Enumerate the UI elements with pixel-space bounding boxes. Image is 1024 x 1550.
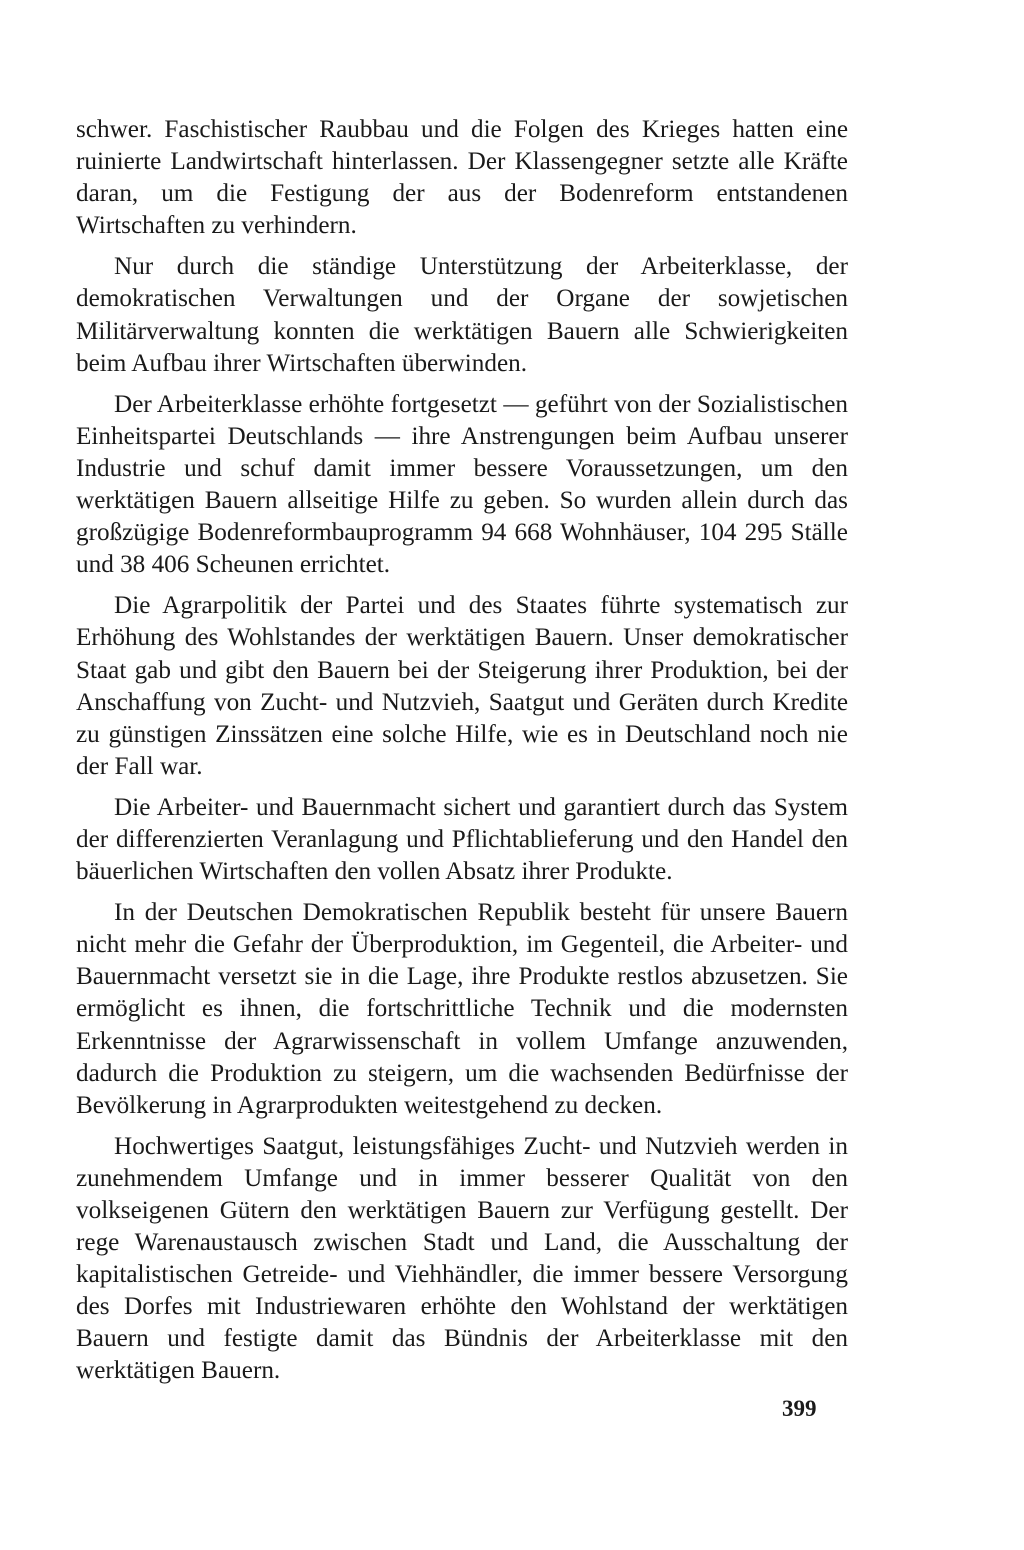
paragraph-4: Die Agrarpolitik der Partei und des Staates führte systematisch zur Erhöhung des Wohlstandes der werktätigen Bauern. Unser demokratischer Staat gab und gibt den Bauern bei der Steigerung ihrer Produktion, bei der Anschaffung von Zucht- und Nutzvieh, Saatgut und Geräten durch Kredite zu günstigen Zinssätzen eine solche Hilfe, wie es in Deutschland noch nie der Fall war. [76,592,848,780]
paragraph-6: In der Deutschen Demokratischen Republik besteht für unsere Bauern nicht mehr die Gefahr der Überproduktion, im Gegenteil, die Arbeiter- und Bauernmacht versetzt sie in die Lage, ihre Produkte restlos abzusetzen. Sie ermöglicht es ihnen, die fortschrittliche Technik und die modernsten Erkenntnisse der Agrarwissenschaft in vollem Umfange anzuwenden, dadurch die Produktion zu steigern, um die wachsenden Bedürfnisse der Bevölkerung in Agrarprodukten weitestgehend zu decken. [76,899,848,1119]
paragraph-1: schwer. Faschistischer Raubbau und die Folgen des Krieges hatten eine ruinierte Landwirtschaft hinterlassen. Der Klassengegner setzte alle Kräfte daran, um die Festigung der aus der Bodenreform entstandenen Wirtschaften zu verhindern. [76,116,848,240]
page-number: 399 [782,1396,817,1421]
paragraph-3: Der Arbeiterklasse erhöhte fortgesetzt — geführt von der Sozialistischen Einheitspartei Deutschlands — ihre Anstrengungen beim Aufbau unserer Industrie und schuf damit immer bessere Voraussetzungen, um den werktätigen Bauern allseitige Hilfe zu geben. So wurden allein durch das großzügige Bodenreformbauprogramm 94 668 Wohnhäuser, 104 295 Ställe und 38 406 Scheunen errichtet. [76,390,848,579]
paragraph-7: Hochwertiges Saatgut, leistungsfähiges Zucht- und Nutzvieh werden in zunehmendem Umfange und in immer besserer Qualität von den volkseigenen Gütern den werktätigen Bauern zur Verfügung gestellt. Der rege Warenaustausch zwischen Stadt und Land, die Ausschaltung der kapitalistischen Getreide- und Viehhändler, die immer bessere Versorgung des Dorfes mit Industriewaren erhöhte den Wohlstand der werktätigen Bauern und festigte damit das Bündnis der Arbeiterklasse mit den werktätigen Bauern. [76,1132,848,1385]
paragraph-2: Nur durch die ständige Unterstützung der Arbeiterklasse, der demokratischen Verwaltungen und der Organe der sowjetischen Militärverwaltung konnten die werktätigen Bauern alle Schwierigkeiten beim Aufbau ihrer Wirtschaften überwinden. [76,253,848,377]
paragraph-5: Die Arbeiter- und Bauernmacht sichert und garantiert durch das System der differenzierten Veranlagung und Pflichtablieferung und den Handel den bäuerlichen Wirtschaften den vollen Absatz ihrer Produkte. [76,793,848,886]
body-text [76,114,848,1397]
